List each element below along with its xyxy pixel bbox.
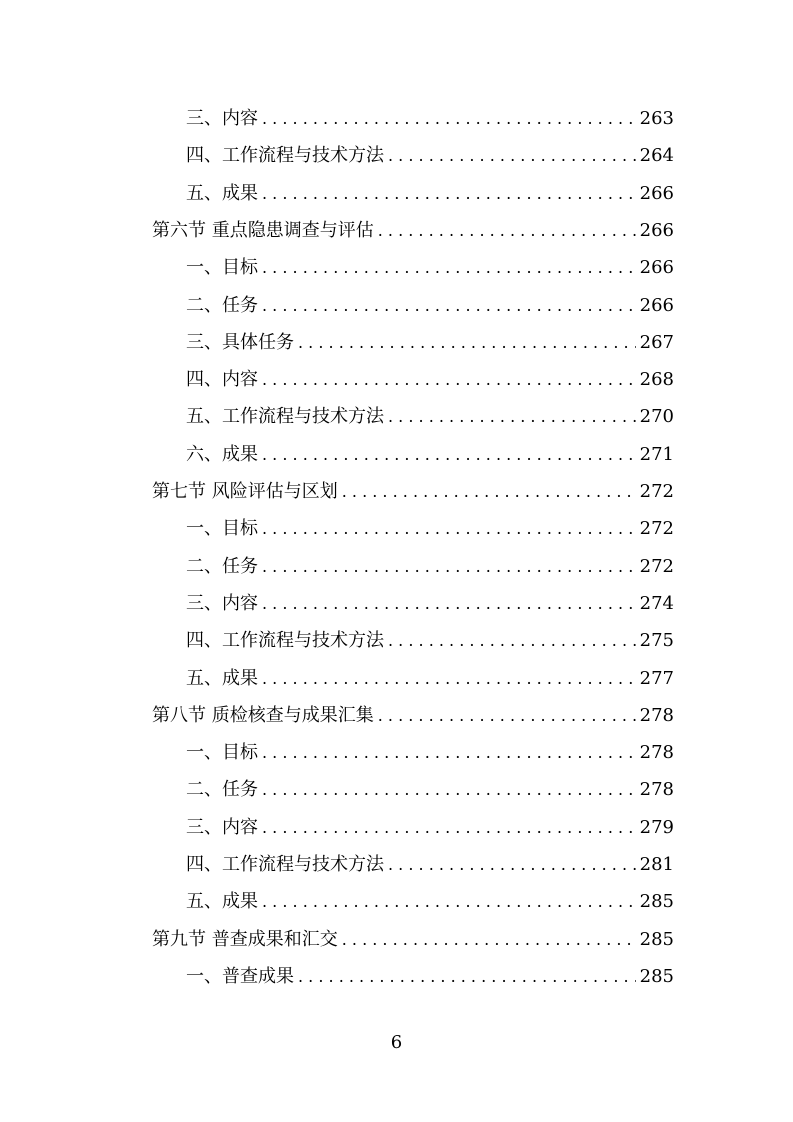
toc-dot-leader (262, 883, 636, 920)
toc-entry-page-number: 266 (639, 257, 674, 279)
page-number: 6 (390, 1032, 403, 1053)
toc-subsection-entry[interactable] (186, 734, 674, 771)
toc-entry-page-number: 279 (639, 816, 674, 838)
toc-entry-label: 第九节 普查成果和汇交 (152, 928, 338, 950)
toc-entry-page-number: 264 (639, 145, 674, 167)
toc-section-entry[interactable] (152, 921, 674, 958)
toc-entry-label: 第八节 质检核查与成果汇集 (152, 704, 374, 726)
toc-dot-leader (262, 100, 636, 137)
toc-entry-label: 三、内容 (186, 816, 258, 838)
toc-entry-label: 五、工作流程与技术方法 (186, 406, 384, 428)
toc-entry-page-number: 285 (639, 928, 674, 950)
toc-entry-label: 四、工作流程与技术方法 (186, 630, 384, 652)
toc-dot-leader (262, 510, 636, 547)
toc-dot-leader (262, 175, 636, 212)
toc-dot-leader (262, 809, 636, 846)
toc-subsection-entry[interactable] (186, 809, 674, 846)
toc-entry-label: 四、工作流程与技术方法 (186, 854, 384, 875)
toc-entry-page-number: 266 (639, 182, 674, 204)
toc-entry-page-number: 270 (639, 406, 674, 428)
toc-subsection-entry[interactable] (186, 883, 674, 920)
toc-entry-page-number: 267 (639, 331, 674, 353)
toc-entry-label: 一、目标 (186, 257, 258, 279)
toc-subsection-entry[interactable] (186, 398, 674, 435)
toc-dot-leader (378, 212, 636, 249)
toc-subsection-entry[interactable] (186, 771, 674, 808)
toc-subsection-entry[interactable] (186, 100, 674, 137)
toc-subsection-entry[interactable] (186, 846, 674, 883)
toc-entry-page-number: 263 (639, 108, 674, 129)
toc-dot-leader (388, 622, 636, 659)
toc-entry-page-number: 277 (639, 667, 674, 689)
toc-dot-leader (298, 324, 636, 361)
toc-dot-leader (298, 958, 636, 995)
toc-entry-page-number: 285 (639, 965, 674, 987)
toc-entry-page-number: 278 (639, 779, 674, 801)
toc-entry-label: 第六节 重点隐患调查与评估 (152, 219, 374, 241)
toc-subsection-entry[interactable] (186, 324, 674, 361)
toc-entry-label: 第七节 风险评估与区划 (152, 481, 338, 502)
toc-entry-page-number: 272 (639, 481, 674, 502)
toc-subsection-entry[interactable] (186, 958, 674, 995)
toc-entry-label: 三、内容 (186, 108, 258, 129)
toc-dot-leader (262, 287, 636, 324)
toc-entry-page-number: 266 (639, 219, 674, 241)
toc-entry-label: 一、目标 (186, 518, 258, 540)
toc-dot-leader (388, 137, 636, 174)
toc-entry-label: 一、普查成果 (186, 965, 294, 987)
toc-entry-page-number: 278 (639, 742, 674, 764)
toc-subsection-entry[interactable] (186, 287, 674, 324)
toc-dot-leader (378, 697, 636, 734)
toc-dot-leader (262, 585, 636, 622)
toc-entry-page-number: 272 (639, 555, 674, 577)
toc-entry-label: 四、工作流程与技术方法 (186, 145, 384, 167)
toc-entry-label: 一、目标 (186, 742, 258, 764)
toc-entry-label: 三、内容 (186, 592, 258, 614)
toc-dot-leader (262, 771, 636, 808)
toc-subsection-entry[interactable] (186, 660, 674, 697)
toc-subsection-entry[interactable] (186, 622, 674, 659)
toc-entry-label: 二、任务 (186, 294, 258, 316)
toc-entry-label: 三、具体任务 (186, 331, 294, 353)
toc-subsection-entry[interactable] (186, 175, 674, 212)
toc-entry-page-number: 274 (639, 592, 674, 614)
toc-entry-label: 二、任务 (186, 779, 258, 801)
toc-section-entry[interactable] (152, 473, 674, 510)
toc-entry-label: 四、内容 (186, 369, 258, 391)
toc-dot-leader (342, 921, 636, 958)
toc-section-entry[interactable] (152, 697, 674, 734)
toc-entry-page-number: 266 (639, 294, 674, 316)
toc-dot-leader (388, 846, 636, 883)
toc-entry-page-number: 271 (639, 443, 674, 465)
toc-subsection-entry[interactable] (186, 249, 674, 286)
toc-subsection-entry[interactable] (186, 361, 674, 398)
toc-entry-page-number: 278 (639, 704, 674, 726)
toc-entry-label: 五、成果 (186, 667, 258, 689)
toc-dot-leader (262, 436, 636, 473)
toc-entry-label: 二、任务 (186, 555, 258, 577)
toc-subsection-entry[interactable] (186, 585, 674, 622)
toc-dot-leader (262, 548, 636, 585)
toc-entry-label: 五、成果 (186, 182, 258, 204)
toc-entry-page-number: 272 (639, 518, 674, 540)
toc-dot-leader (262, 734, 636, 771)
toc-entry-label: 六、成果 (186, 443, 258, 465)
toc-entry-page-number: 285 (639, 891, 674, 913)
toc-dot-leader (388, 398, 636, 435)
toc-entry-label: 五、成果 (186, 891, 258, 913)
toc-dot-leader (262, 361, 636, 398)
toc-section-entry[interactable] (152, 212, 674, 249)
toc-subsection-entry[interactable] (186, 436, 674, 473)
toc-entry-page-number: 281 (639, 854, 674, 875)
toc-entry-page-number: 268 (639, 369, 674, 391)
toc-dot-leader (262, 660, 636, 697)
toc-subsection-entry[interactable] (186, 137, 674, 174)
toc-entry-page-number: 275 (639, 630, 674, 652)
toc-subsection-entry[interactable] (186, 510, 674, 547)
toc-dot-leader (262, 249, 636, 286)
toc-subsection-entry[interactable] (186, 548, 674, 585)
toc-dot-leader (342, 473, 636, 510)
